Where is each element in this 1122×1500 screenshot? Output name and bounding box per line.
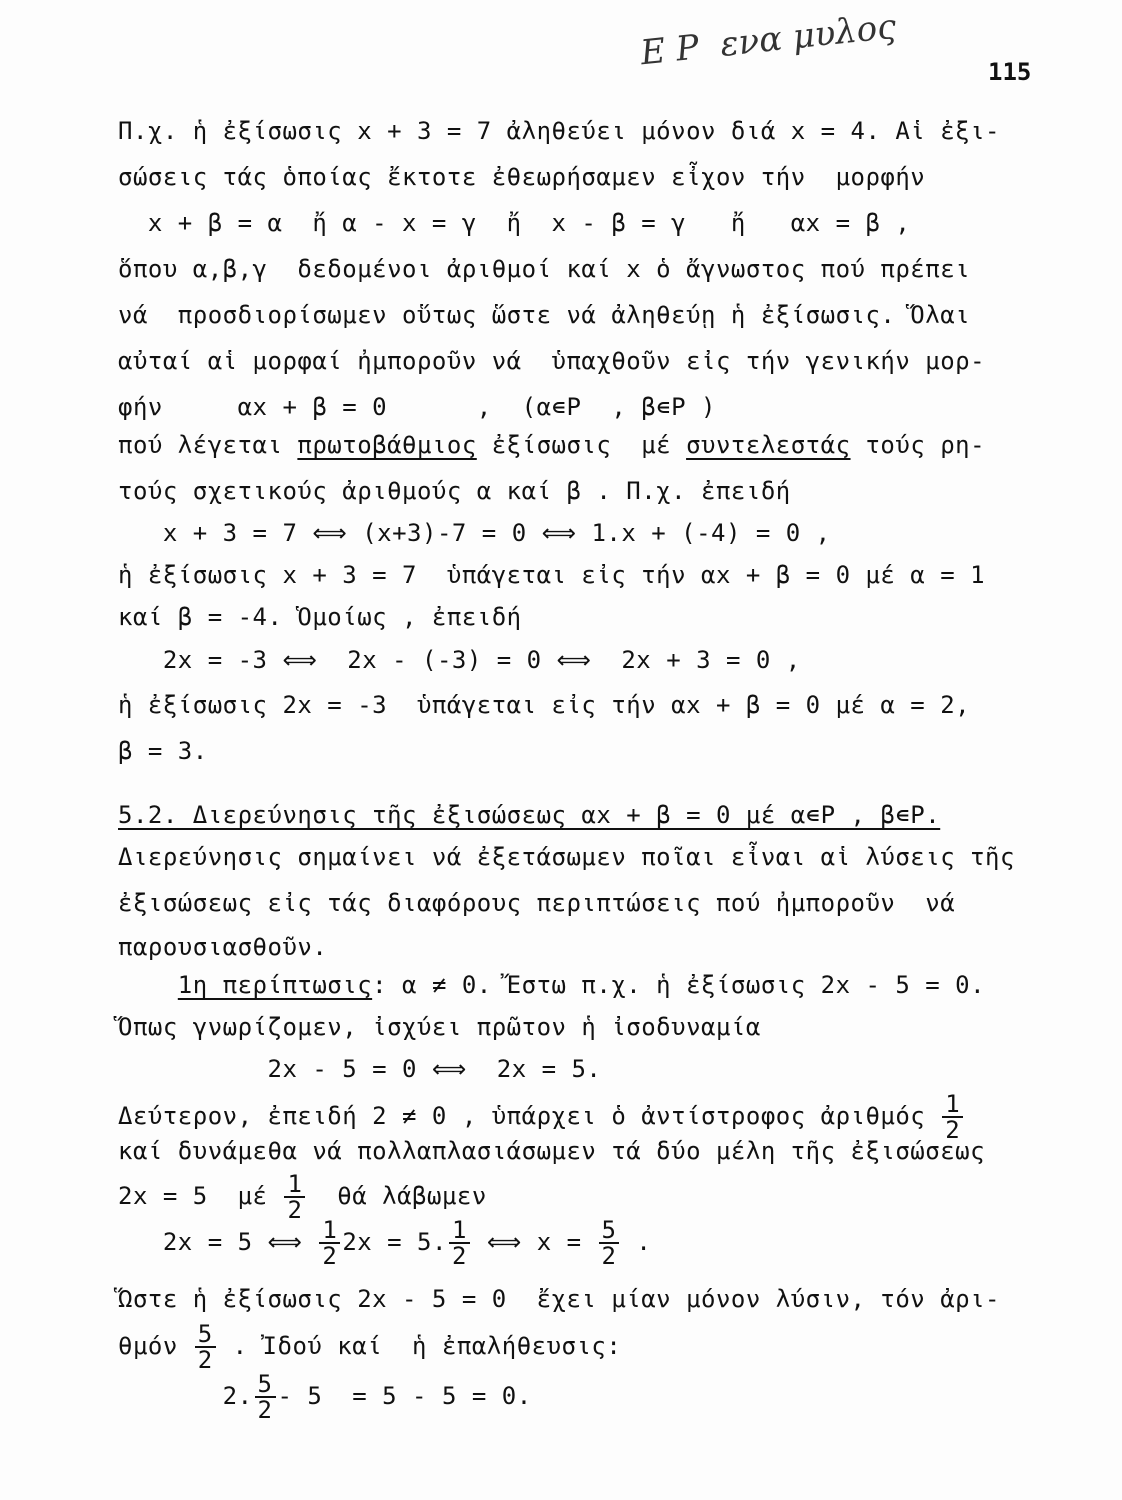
text-span: - 5 = 5 - 5 = 0. (277, 1382, 532, 1410)
text-line: Π.χ. ἡ ἐξίσωσις x + 3 = 7 ἀληθεύει μόνον διά x = 4. Αἱ ἐξι- (118, 117, 1001, 145)
fraction-numerator: 5 (255, 1372, 276, 1398)
text-line: ὅπου α,β,γ δεδομένοι ἀριθμοί καί x ὁ ἄγνωστος πού πρέπει (118, 255, 971, 283)
text-line: σώσεις τάς ὁποίας ἔκτοτε ἐθεωρήσαμεν εἶχον τήν μορφήν (118, 163, 926, 191)
equation-line: x + 3 = 7 ⟺ (x+3)-7 = 0 ⟺ 1.x + (-4) = 0 , (118, 519, 831, 547)
fraction-denominator: 2 (945, 1116, 961, 1144)
text-line: καί δυνάμεθα νά πολλαπλασιάσωμεν τά δύο μέλη τῆς ἐξισώσεως (118, 1137, 986, 1165)
handwritten-note: Ε Ρ ενα μυλος (638, 6, 899, 74)
fraction-numerator: 1 (319, 1218, 340, 1244)
text-span (118, 971, 178, 999)
text-span: τούς ρη- (850, 431, 986, 459)
text-span: : α ≠ 0. Ἔστω π.χ. ἡ ἐξίσωσις 2x - 5 = 0. (372, 971, 986, 999)
text-span: Δεύτερον, ἐπειδή 2 ≠ 0 , ὑπάρχει ὁ ἀντίστροφος ἀριθμός (118, 1102, 941, 1130)
fraction-five-halves (195, 1322, 216, 1372)
text-span: ἐξίσωσις μέ (476, 431, 687, 459)
fraction-denominator: 2 (451, 1242, 467, 1270)
equation-line: 2x - 5 = 0 ⟺ 2x = 5. (118, 1055, 602, 1083)
page-number: 115 (988, 58, 1032, 86)
equation-line (118, 1218, 651, 1268)
fraction-denominator: 2 (257, 1396, 273, 1424)
case-heading (118, 970, 985, 1000)
fraction-one-half (449, 1218, 470, 1268)
fraction-five-halves (255, 1372, 276, 1422)
underlined-term: πρωτοβάθμιος (297, 431, 477, 459)
fraction-denominator: 2 (601, 1242, 617, 1270)
fraction-numerator: 1 (942, 1092, 963, 1118)
text-span: θμόν (118, 1332, 193, 1360)
text-line: Ὅπως γνωρίζομεν, ἰσχύει πρῶτον ἡ ἰσοδυναμία (118, 1013, 761, 1041)
case-label: 1η περίπτωσις (177, 971, 373, 999)
text-line (118, 1322, 621, 1372)
text-line: τούς σχετικούς ἀριθμούς α καί β . Π.χ. ἐπειδή (118, 477, 791, 505)
text-span: 2x = 5 μέ (118, 1182, 283, 1210)
text-line: ἡ ἐξίσωσις 2x = -3 ὑπάγεται εἰς τήν αx + β = 0 μέ α = 2, (118, 691, 971, 719)
equation-line: 2x = -3 ⟺ 2x - (-3) = 0 ⟺ 2x + 3 = 0 , (118, 646, 801, 674)
fraction-numerator: 1 (284, 1172, 305, 1198)
text-line: ἐξισώσεως εἰς τάς διαφόρους περιπτώσεις πού ἠμποροῦν νά (118, 889, 956, 917)
text-span: 2. (118, 1382, 253, 1410)
fraction-numerator: 5 (599, 1218, 620, 1244)
equation-line (118, 1372, 532, 1422)
text-line: Ὥστε ἡ ἐξίσωσις 2x - 5 = 0 ἔχει μίαν μόνον λύσιν, τόν ἀρι- (118, 1285, 1001, 1313)
text-span: ⟺ x = (471, 1228, 597, 1256)
fraction-denominator: 2 (287, 1196, 303, 1224)
fraction-numerator: 1 (449, 1218, 470, 1244)
text-line (118, 1172, 487, 1222)
text-line: αὐταί αἱ μορφαί ἠμποροῦν νά ὑπαχθοῦν εἰς τήν γενικήν μορ- (118, 347, 986, 375)
text-span: 2x = 5. (342, 1228, 447, 1256)
fraction-one-half (942, 1092, 963, 1142)
text-line: ἡ ἐξίσωσις x + 3 = 7 ὑπάγεται εἰς τήν αx + β = 0 μέ α = 1 (118, 561, 986, 589)
text-line: καί β = -4. Ὁμοίως , ἐπειδή (118, 603, 522, 631)
fraction-numerator: 5 (195, 1322, 216, 1348)
equation-line: x + β = α ἤ α - x = γ ἤ x - β = γ ἤ αx = β , (118, 209, 911, 237)
text-line (118, 1092, 965, 1142)
text-line: Διερεύνησις σημαίνει νά ἐξετάσωμεν ποῖαι εἶναι αἱ λύσεις τῆς (118, 843, 1015, 871)
text-span: 2x = 5 ⟺ (118, 1228, 318, 1256)
underlined-term: συντελεστάς (686, 431, 851, 459)
text-line: παρουσιασθοῦν. (118, 933, 328, 961)
text-span: . Ἰδού καί ἡ ἐπαλήθευσις: (217, 1332, 622, 1360)
fraction-one-half (319, 1218, 340, 1268)
text-line: β = 3. (118, 737, 208, 765)
equation-line: φήν αx + β = 0 , (α∊Ρ , β∊Ρ ) (118, 393, 716, 421)
text-span: . (621, 1228, 652, 1256)
fraction-one-half (284, 1172, 305, 1222)
fraction-denominator: 2 (322, 1242, 338, 1270)
text-line: νά προσδιορίσωμεν οὕτως ὥστε νά ἀληθεύῃ ἡ ἐξίσωσις. Ὅλαι (118, 301, 971, 329)
text-span: θά λάβωμεν (307, 1182, 487, 1210)
section-heading: 5.2. Διερεύνησις τῆς ἐξισώσεως αx + β = 0 μέ α∊Ρ , β∊Ρ. (118, 801, 941, 829)
fraction-denominator: 2 (197, 1346, 213, 1374)
text-span: πού λέγεται (118, 431, 298, 459)
text-line (118, 430, 985, 460)
fraction-five-halves (599, 1218, 620, 1268)
